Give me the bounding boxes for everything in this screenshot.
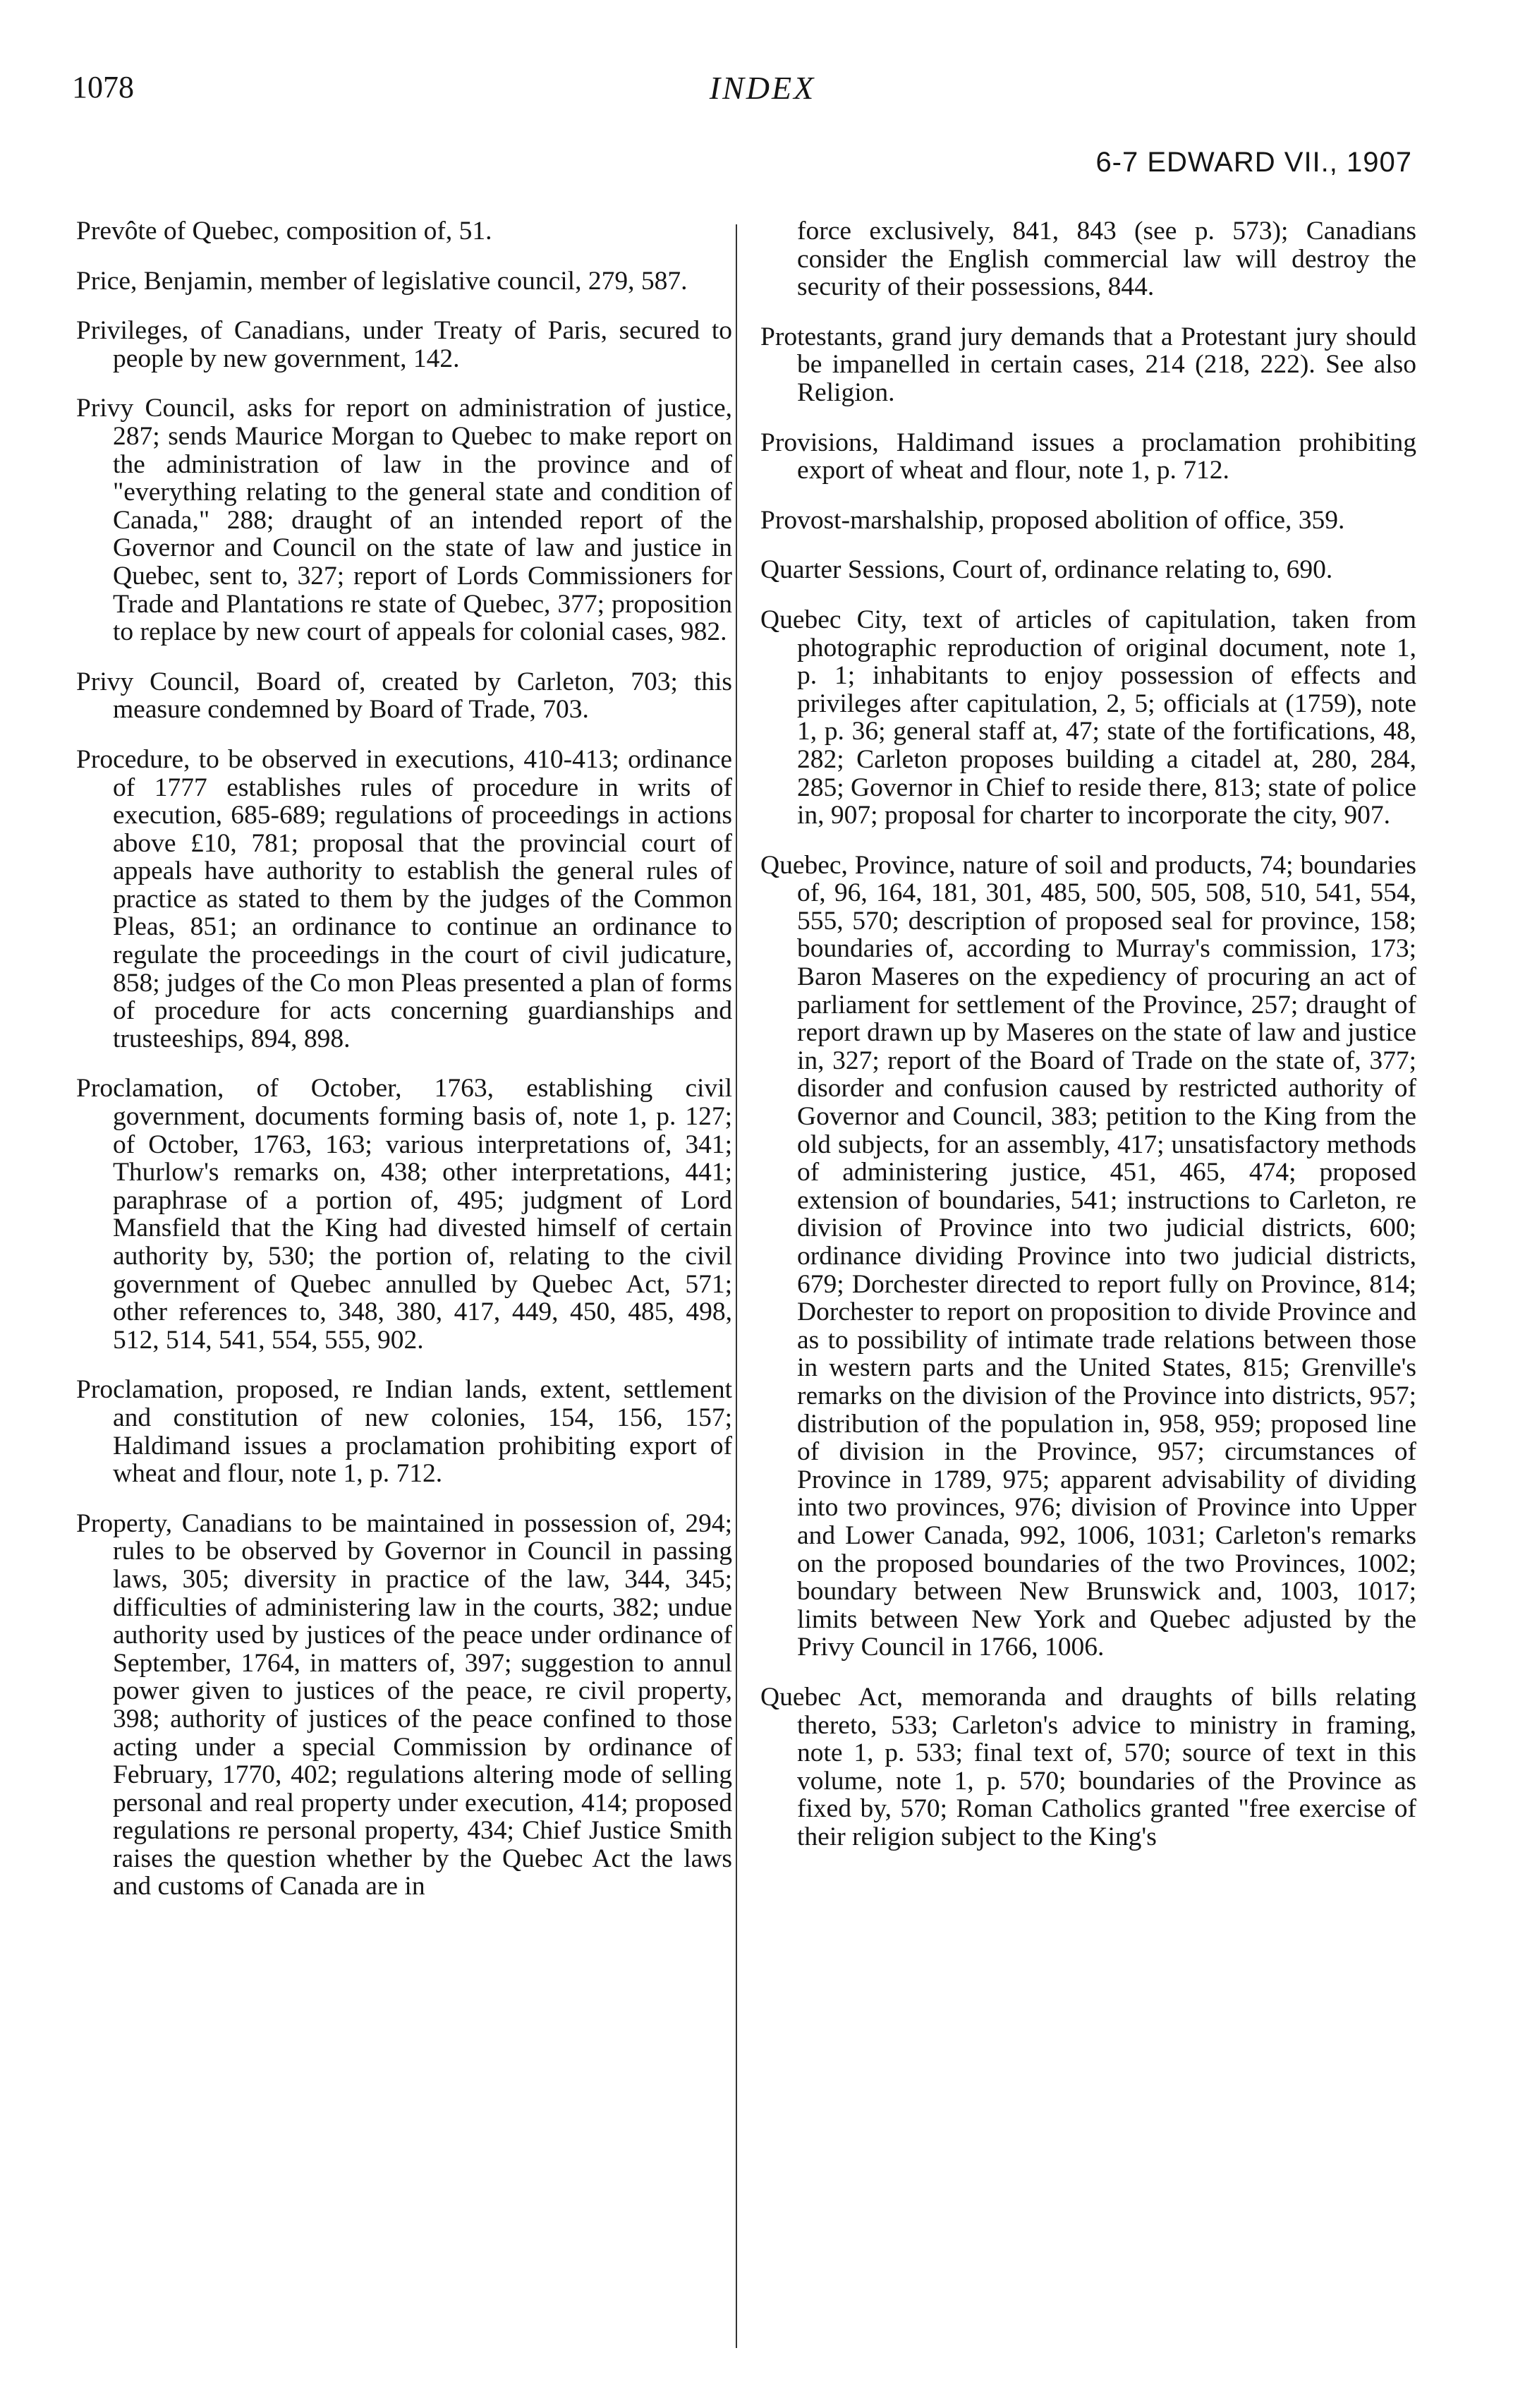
column-divider [736, 224, 737, 2348]
index-entry-proclamation-proposed: Proclamation, proposed, re Indian lands, extent, settlement and constitution of new colonies, 154, 156, 157; Haldimand issues a proclamation prohibiting export of wheat and flour, note 1, p. 712. [76, 1375, 732, 1489]
running-title: INDEX [709, 70, 816, 106]
index-entry-quebec-city: Quebec City, text of articles of capitulation, taken from photographic reproduction of original document, note 1, p. 1; inhabitants to enjoy possession of effects and privileges after capitulation, 2, 5; officials at (1759), note 1, p. 36; general staff at, 47; state of the fortifications, 48, 282; Carleton proposes building a citadel at, 280, 284, 285; Governor in Chief to reside there, 813; state of police in, 907; proposal for charter to incorporate the city, 907. [760, 605, 1416, 830]
index-entry-prevote: Prevôte of Quebec, composition of, 51. [76, 217, 492, 246]
right-column [760, 217, 1416, 1872]
index-entry-quebec-act: Quebec Act, memoranda and draughts of bills relating thereto, 533; Carleton's advice to ministry in framing, note 1, p. 533; final text of, 570; source of text in this volume, note 1, p. 570; boundaries of the Province as fixed by, 570; Roman Catholics granted "free exercise of their religion subject to the King's [760, 1682, 1416, 1851]
session-label: 6-7 EDWARD VII., 1907 [1095, 147, 1412, 178]
index-entry-provisions: Provisions, Haldimand issues a proclamation prohibiting export of wheat and flour, note 1, p. 712. [760, 428, 1416, 485]
index-entry-property: Property, Canadians to be maintained in possession of, 294; rules to be observed by Governor in Council in passing laws, 305; diversity in practice of the law, 344, 345; difficulties of administering law in the courts, 382; undue authority used by justices of the peace under ordinance of September, 1764, in matters of, 397; suggestion to annul power given to justices of the peace, re civil property, 398; authority of justices of the peace confined to those acting under a special Commission by ordinance of February, 1770, 402; regulations altering mode of selling personal and real property under execution, 414; proposed regulations re personal property, 434; Chief Justice Smith raises the question whether by the Quebec Act the laws and customs of Canada are in [76, 1508, 732, 1901]
index-entry-quarter-sessions: Quarter Sessions, Court of, ordinance relating to, 690. [760, 555, 1333, 585]
index-entry-privileges: Privileges, of Canadians, under Treaty of Paris, secured to people by new government, 142. [76, 316, 732, 373]
left-column [76, 217, 732, 1923]
index-entry-proclamation-1763: Proclamation, of October, 1763, establishing civil government, documents forming basis of, note 1, p. 127; of October, 1763, 163; various interpretations of, 341; Thurlow's remarks on, 438; other interpretations, 441; paraphrase of a portion of, 495; judgment of Lord Mansfield that the King had divested himself of certain authority by, 530; the portion of, relating to the civil government of Quebec annulled by Quebec Act, 571; other references to, 348, 380, 417, 449, 450, 485, 498, 512, 514, 541, 554, 555, 902. [76, 1074, 732, 1355]
page-number: 1078 [72, 70, 134, 104]
index-entry-privy-council: Privy Council, asks for report on administration of justice, 287; sends Maurice Morgan to Quebec to make report on the administration of law in the province and of "everything relating to the general state and condition of Canada," 288; draught of an intended report of the Governor and Council on the state of law and justice in Quebec, sent to, 327; report of Lords Commissioners for Trade and Plantations re state of Quebec, 377; proposition to replace by new court of appeals for colonial cases, 982. [76, 394, 732, 647]
index-entry-protestants: Protestants, grand jury demands that a Protestant jury should be impanelled in certain cases, 214 (218, 222). See also Religion. [760, 322, 1416, 407]
index-entry-privy-council-board: Privy Council, Board of, created by Carleton, 703; this measure condemned by Board of Trade, 703. [76, 667, 732, 725]
index-entry-property-continued: force exclusively, 841, 843 (see p. 573); Canadians consider the English commercial law will destroy the security of their possessions, 844. [797, 217, 1416, 302]
index-entry-quebec-province: Quebec, Province, nature of soil and products, 74; boundaries of, 96, 164, 181, 301, 485, 500, 505, 508, 510, 541, 554, 555, 570; description of proposed seal for province, 158; boundaries of, according to Murray's commission, 173; Baron Maseres on the expediency of procuring an act of parliament for settlement of the Province, 257; draught of report drawn up by Maseres on the state of law and justice in, 327; report of the Board of Trade on the state of, 377; disorder and confusion caused by restricted authority of Governor and Council, 383; petition to the King from the old subjects, for an assembly, 417; unsatisfactory methods of administering justice, 451, 465, 474; proposed extension of boundaries, 541; instructions to Carleton, re division of Province into two judicial districts, 600; ordinance dividing Province into two judicial districts, 679; Dorchester directed to report fully on Province, 814; Dorchester to report on proposition to divide Province and as to possibility of intimate trade relations between those in western parts and the United States, 815; Grenville's remarks on the division of the Province into districts, 957; distribution of the population in, 958, 959; proposed line of division in the Province, 957; circumstances of Province in 1789, 975; apparent advisability of dividing into two provinces, 976; division of Province into Upper and Lower Canada, 992, 1006, 1031; Carleton's remarks on the proposed boundaries of the two Provinces, 1002; boundary between New Brunswick and, 1003, 1017; limits between New York and Quebec adjusted by the Privy Council in 1766, 1006. [760, 850, 1416, 1662]
index-entry-provost-marshalship: Provost-marshalship, proposed abolition of office, 359. [760, 505, 1345, 535]
index-entry-price: Price, Benjamin, member of legislative council, 279, 587. [76, 266, 688, 296]
index-entry-procedure: Procedure, to be observed in executions, 410-413; ordinance of 1777 establishes rules of procedure in writs of execution, 685-689; regulations of proceedings in actions above £10, 781; proposal that the provincial court of appeals have authority to establish the general rules of practice as stated to them by the judges of the Common Pleas, 851; an ordinance to continue an ordinance to regulate the proceedings in the court of civil judicature, 858; judges of the Co mon Pleas presented a plan of forms of procedure for acts concerning guardianships and trusteeships, 894, 898. [76, 744, 732, 1053]
